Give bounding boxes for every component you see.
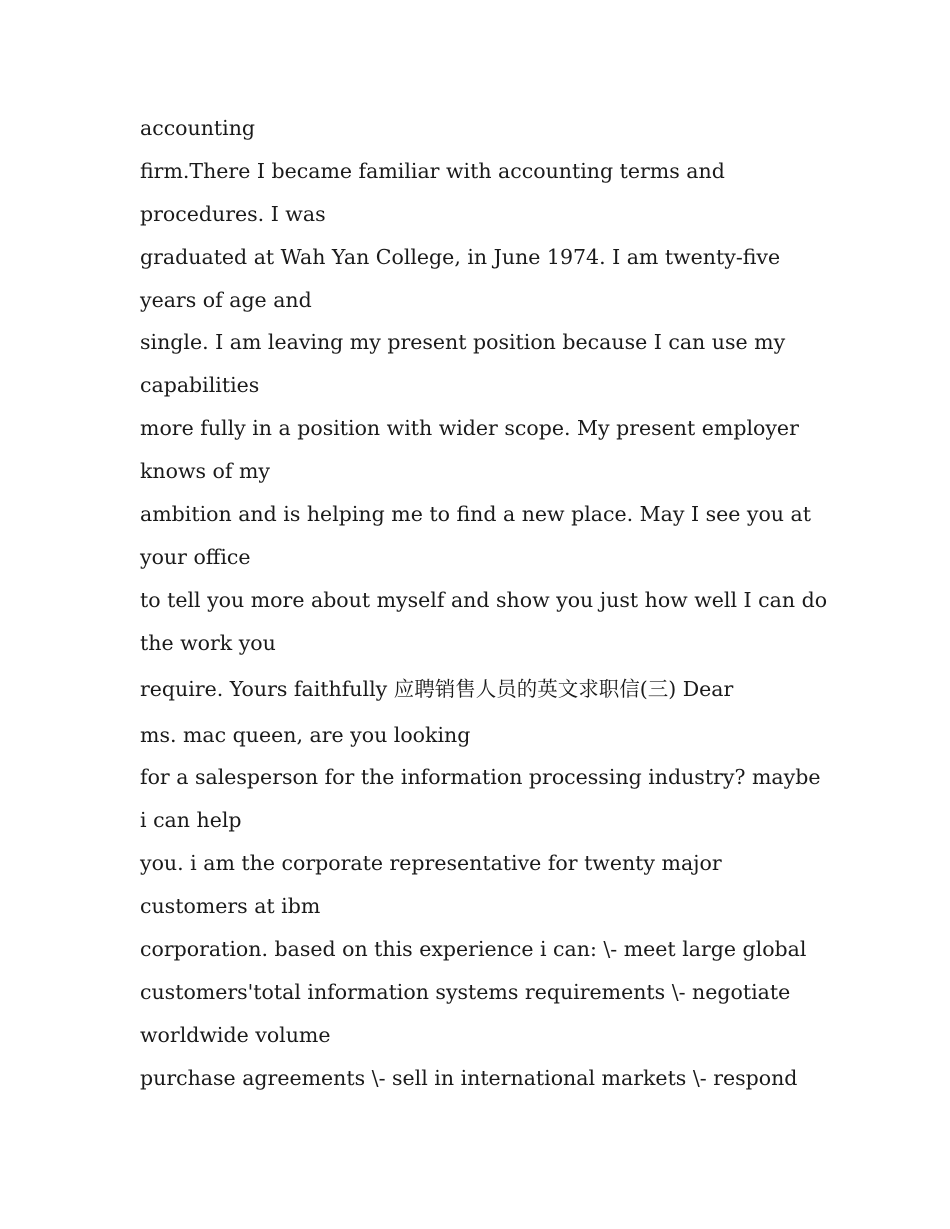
text-line: i can help	[140, 808, 242, 833]
text-line: worldwide volume	[140, 1022, 331, 1047]
text-line: years of age and	[140, 287, 312, 312]
text-line: ambition and is helping me to find a new place. May I see you at	[140, 502, 811, 527]
text-line: the work you	[140, 630, 276, 655]
text-line: accounting	[140, 116, 256, 140]
text-line: firm.There I became familiar with accounting terms and	[140, 158, 725, 183]
text-line: you. i am the corporate representative for twenty major	[140, 851, 722, 876]
text-line: customers'total information systems requirements \- negotiate	[140, 979, 791, 1004]
text-line: single. I am leaving my present position because I can use my	[140, 330, 786, 355]
text-line: graduated at Wah Yan College, in June 1974. I am twenty-five	[140, 244, 781, 269]
text-line: more fully in a position with wider scope. My present employer	[140, 416, 799, 441]
text-line: procedures. I was	[140, 201, 326, 226]
text-line: your office	[140, 544, 251, 569]
text-line: corporation. based on this experience i can: \- meet large global	[140, 937, 807, 962]
text-line: knows of my	[140, 459, 271, 484]
text-line: to tell you more about myself and show you just how well I can do	[140, 587, 828, 612]
text-line: for a salesperson for the information processing industry? maybe	[140, 765, 821, 790]
text-line: customers at ibm	[140, 894, 321, 919]
text-line: ms. mac queen, are you looking	[140, 722, 471, 747]
text-line: purchase agreements \- sell in international markets \- respond	[140, 1065, 798, 1090]
letter-body	[140, 107, 828, 1100]
text-line: require. Yours faithfully 应聘销售人员的英文求职信(三) Dear	[140, 676, 734, 701]
text-line: capabilities	[140, 373, 260, 398]
